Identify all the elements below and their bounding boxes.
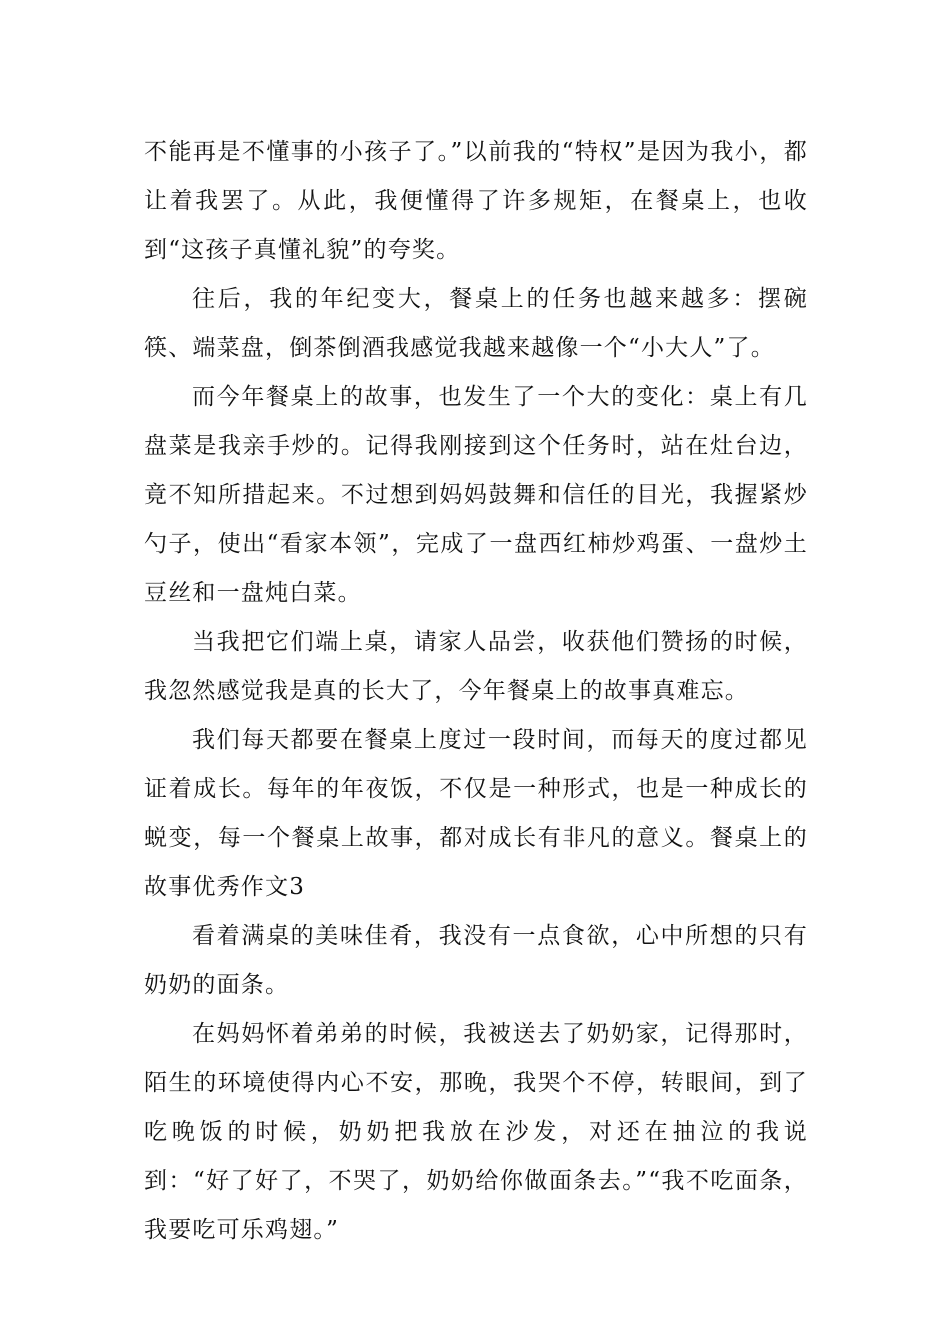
paragraph: 不能再是不懂事的小孩子了。”以前我的“特权”是因为我小，都让着我罢了。从此，我便懂得了许多规矩，在餐桌上，也收到“这孩子真懂礼貌”的夸奖。 [144, 139, 808, 263]
paragraph: 看着满桌的美味佳肴，我没有一点食欲，心中所想的只有奶奶的面条。 [144, 923, 808, 998]
paragraph: 在妈妈怀着弟弟的时候，我被送去了奶奶家，记得那时，陌生的环境使得内心不安，那晚，我哭个不停，转眼间，到了吃晚饭的时候，奶奶把我放在沙发，对还在抽泣的我说到：“好了好了，不哭了，奶奶给你做面条去。”“我不吃面条，我要吃可乐鸡翅。” [144, 1021, 808, 1243]
paragraph: 我们每天都要在餐桌上度过一段时间，而每天的度过都见证着成长。每年的年夜饭，不仅是一种形式，也是一种成长的蜕变，每一个餐桌上故事，都对成长有非凡的意义。餐桌上的故事优秀作文3 [144, 727, 808, 900]
paragraph: 而今年餐桌上的故事，也发生了一个大的变化：桌上有几盘菜是我亲手炒的。记得我刚接到这个任务时，站在灶台边，竟不知所措起来。不过想到妈妈鼓舞和信任的目光，我握紧炒勺子，使出“看家本领”，完成了一盘西红柿炒鸡蛋、一盘炒土豆丝和一盘炖白菜。 [144, 384, 808, 606]
paragraph: 往后，我的年纪变大，餐桌上的任务也越来越多：摆碗筷、端菜盘，倒茶倒酒我感觉我越来越像一个“小大人”了。 [144, 286, 808, 361]
paragraph: 当我把它们端上桌，请家人品尝，收获他们赞扬的时候，我忽然感觉我是真的长大了，今年餐桌上的故事真难忘。 [144, 629, 808, 704]
document-body [144, 128, 808, 1255]
